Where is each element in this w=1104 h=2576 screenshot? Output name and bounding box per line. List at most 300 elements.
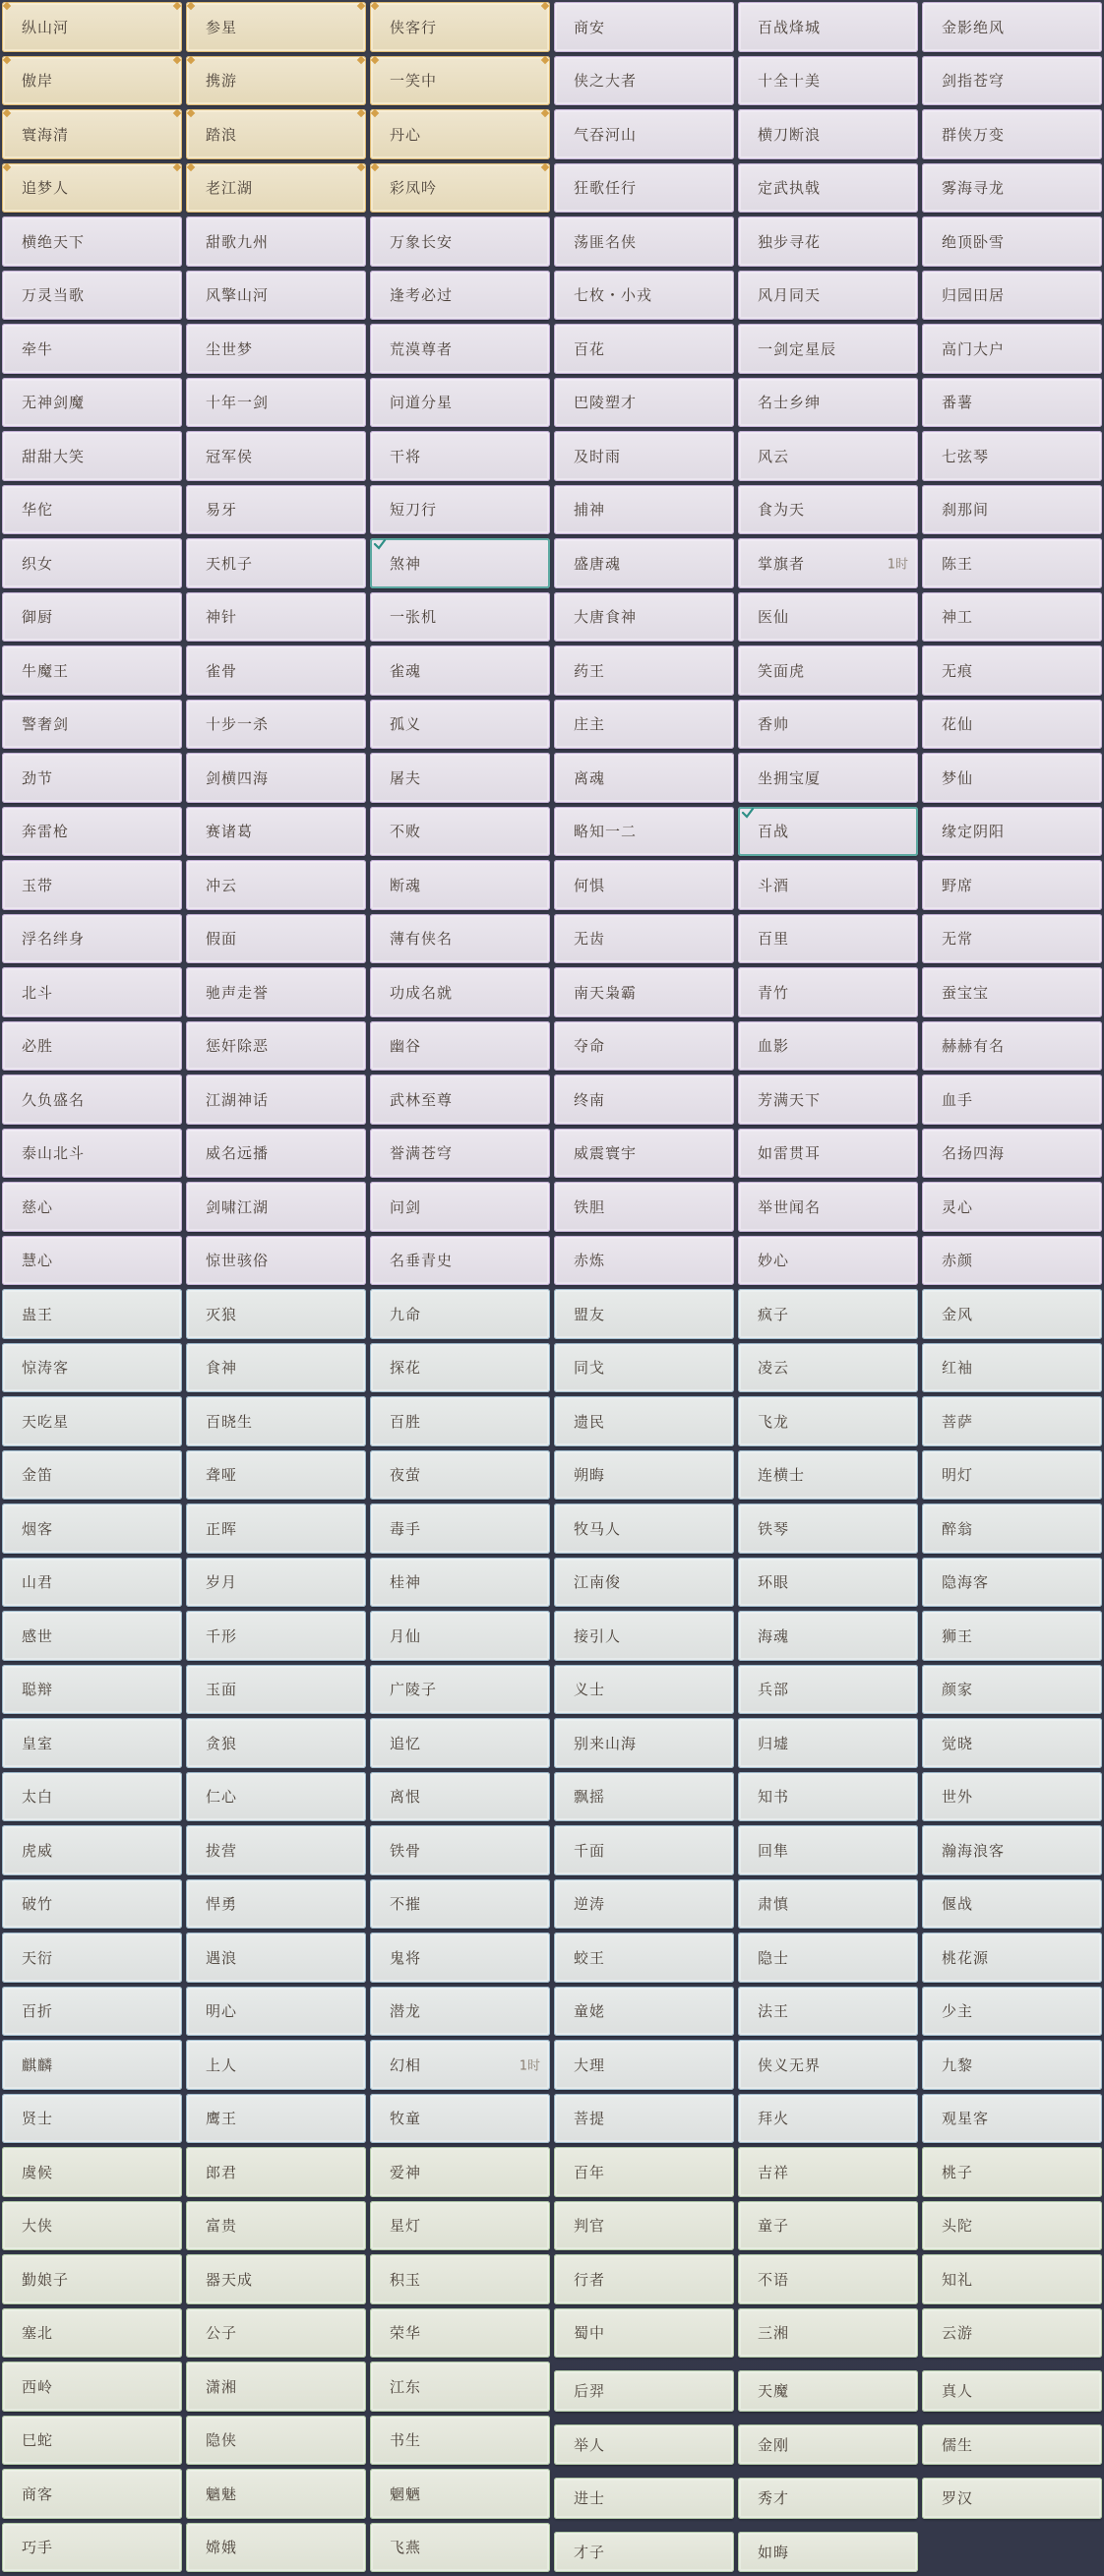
title-tile[interactable] [186,1879,366,1930]
title-tile[interactable] [370,1932,550,1983]
title-tile[interactable] [186,163,366,214]
title-tile[interactable] [738,2532,918,2572]
title-tile[interactable] [554,1558,734,1608]
title-tile[interactable] [186,1074,366,1125]
title-tile[interactable] [370,2523,550,2573]
title-tile[interactable] [922,163,1102,214]
title-tile[interactable] [922,1289,1102,1339]
title-tile[interactable] [554,592,734,643]
title-tile[interactable] [738,1665,918,1715]
title-tile[interactable] [186,1503,366,1554]
title-label: 法王 [758,2002,790,2021]
title-tile[interactable] [738,807,918,857]
title-tile[interactable] [370,1450,550,1501]
title-tile[interactable] [922,967,1102,1017]
title-tile[interactable] [738,324,918,374]
title-tile[interactable] [186,2469,366,2519]
title-tile[interactable] [738,1396,918,1446]
title-tile[interactable] [922,1503,1102,1554]
title-tile[interactable] [738,163,918,214]
title-tile[interactable] [2,431,182,481]
title-tile[interactable] [554,56,734,106]
title-tile[interactable] [554,860,734,910]
title-tile[interactable] [370,914,550,964]
title-tile[interactable] [554,538,734,588]
title-tile[interactable] [554,1932,734,1983]
title-label: 烟客 [22,1519,54,1538]
title-tile[interactable] [370,1611,550,1661]
title-tile[interactable] [922,1611,1102,1661]
title-tile[interactable] [738,2370,918,2411]
title-tile[interactable] [738,1879,918,1930]
title-tile[interactable] [370,2416,550,2466]
title-tile[interactable] [922,1718,1102,1768]
title-tile[interactable] [186,1129,366,1179]
title-tile[interactable] [738,1772,918,1822]
title-tile[interactable] [186,753,366,803]
title-label: 药王 [574,661,606,680]
title-tile[interactable] [186,1772,366,1822]
title-tile[interactable] [2,2094,182,2144]
title-label: 铁骨 [390,1841,422,1860]
title-tile[interactable] [186,378,366,428]
title-tile[interactable] [186,324,366,374]
title-tile[interactable] [2,1665,182,1715]
title-tile[interactable] [738,2478,918,2518]
title-tile[interactable] [922,2040,1102,2090]
title-tile[interactable] [922,1987,1102,2037]
title-tile[interactable] [186,271,366,321]
title-tile[interactable] [554,1611,734,1661]
title-tile[interactable] [554,1665,734,1715]
title-tile[interactable] [922,538,1102,588]
title-tile[interactable] [2,2416,182,2466]
title-tile[interactable] [2,485,182,535]
title-tile[interactable] [738,645,918,696]
title-tile[interactable] [922,1665,1102,1715]
title-tile[interactable] [2,216,182,267]
title-tile[interactable] [922,2308,1102,2359]
title-tile[interactable] [738,378,918,428]
title-tile[interactable] [186,914,366,964]
title-tile[interactable] [2,914,182,964]
title-tile[interactable] [554,2308,734,2359]
title-tile[interactable] [554,2532,734,2572]
title-tile[interactable] [186,2416,366,2466]
title-tile[interactable] [186,1987,366,2037]
title-tile[interactable] [738,2,918,52]
title-tile[interactable] [738,216,918,267]
title-tile[interactable] [186,1665,366,1715]
title-tile[interactable] [738,2308,918,2359]
title-tile[interactable] [2,645,182,696]
title-tile[interactable] [738,1987,918,2037]
title-tile[interactable] [370,163,550,214]
title-tile[interactable] [922,109,1102,159]
title-tile[interactable] [922,1129,1102,1179]
title-tile[interactable] [922,1343,1102,1393]
title-tile[interactable] [554,753,734,803]
title-tile[interactable] [186,1289,366,1339]
title-tile[interactable] [2,1343,182,1393]
corner-ornament-icon [3,109,11,117]
title-tile[interactable] [554,2370,734,2411]
title-tile[interactable] [370,56,550,106]
title-tile[interactable] [738,860,918,910]
title-tile[interactable] [2,1503,182,1554]
title-label: 不败 [390,823,422,841]
title-tile[interactable] [922,324,1102,374]
title-tile[interactable] [186,109,366,159]
title-tile[interactable] [370,324,550,374]
title-tile[interactable] [738,1503,918,1554]
title-tile[interactable] [2,1396,182,1446]
title-tile[interactable] [186,485,366,535]
title-tile[interactable] [554,1503,734,1554]
title-tile[interactable] [2,1825,182,1875]
title-tile[interactable] [2,538,182,588]
title-tile[interactable] [370,538,550,588]
title-tile[interactable] [738,56,918,106]
title-tile[interactable] [738,1825,918,1875]
title-tile[interactable] [2,56,182,106]
title-tile[interactable] [738,1450,918,1501]
title-tile[interactable] [922,2094,1102,2144]
title-tile[interactable] [922,807,1102,857]
title-tile[interactable] [922,1182,1102,1232]
title-tile[interactable] [738,1074,918,1125]
title-tile[interactable] [186,1396,366,1446]
title-tile[interactable] [554,2254,734,2304]
title-tile[interactable] [370,1396,550,1446]
title-tile[interactable] [2,592,182,643]
title-tile[interactable] [554,807,734,857]
title-tile[interactable] [554,1450,734,1501]
title-tile[interactable] [922,1450,1102,1501]
title-tile[interactable] [370,1718,550,1768]
title-tile[interactable] [2,1879,182,1930]
title-tile[interactable] [186,2254,366,2304]
title-tile[interactable] [2,860,182,910]
title-tile[interactable] [922,2201,1102,2251]
title-tile[interactable] [922,753,1102,803]
title-tile[interactable] [370,1772,550,1822]
title-tile[interactable] [2,753,182,803]
title-tile[interactable] [186,1236,366,1286]
title-tile[interactable] [554,2201,734,2251]
title-tile[interactable] [370,1987,550,2037]
title-tile[interactable] [186,2361,366,2412]
title-tile[interactable] [922,1074,1102,1125]
title-tile[interactable] [554,914,734,964]
title-tile[interactable] [922,860,1102,910]
title-tile[interactable] [370,2201,550,2251]
title-label: 问剑 [390,1197,422,1216]
title-tile[interactable] [186,2040,366,2090]
title-tile[interactable] [554,645,734,696]
title-tile[interactable] [370,2469,550,2519]
title-tile[interactable] [738,2254,918,2304]
title-tile[interactable] [370,807,550,857]
title-label: 潜龙 [390,2002,422,2021]
title-tile[interactable] [370,1825,550,1875]
title-label: 上人 [206,2055,238,2074]
title-tile[interactable] [2,2201,182,2251]
title-tile[interactable] [554,1772,734,1822]
title-tile[interactable] [554,2424,734,2465]
title-tile[interactable] [370,753,550,803]
title-tile[interactable] [2,2523,182,2573]
title-tile[interactable] [370,645,550,696]
title-tile[interactable] [554,967,734,1017]
title-tile[interactable] [2,109,182,159]
title-tile[interactable] [2,700,182,750]
title-tile[interactable] [922,1772,1102,1822]
title-tile[interactable] [554,1879,734,1930]
title-tile[interactable] [922,431,1102,481]
title-tile[interactable] [554,431,734,481]
title-tile[interactable] [738,753,918,803]
title-tile[interactable] [2,1718,182,1768]
title-tile[interactable] [186,2094,366,2144]
title-tile[interactable] [370,967,550,1017]
title-tile[interactable] [2,1021,182,1072]
title-tile[interactable] [554,2,734,52]
title-tile[interactable] [554,109,734,159]
title-tile[interactable] [2,1450,182,1501]
title-label: 一笑中 [390,72,438,91]
title-tile[interactable] [186,1021,366,1072]
title-tile[interactable] [554,1396,734,1446]
title-tile[interactable] [186,1825,366,1875]
title-tile[interactable] [2,1987,182,2037]
title-tile[interactable] [922,914,1102,964]
title-tile[interactable] [738,1718,918,1768]
title-tile[interactable] [922,700,1102,750]
title-tile[interactable] [922,1879,1102,1930]
title-tile[interactable] [2,807,182,857]
title-tile[interactable] [2,324,182,374]
title-tile[interactable] [922,2254,1102,2304]
title-tile[interactable] [922,485,1102,535]
title-tile[interactable] [922,2478,1102,2518]
title-tile[interactable] [186,1558,366,1608]
title-tile[interactable] [186,431,366,481]
title-tile[interactable] [2,271,182,321]
title-tile[interactable] [554,324,734,374]
title-tile[interactable] [738,1611,918,1661]
title-tile[interactable] [370,700,550,750]
title-tile[interactable] [738,1129,918,1179]
title-tile[interactable] [554,271,734,321]
title-tile[interactable] [2,163,182,214]
title-tile[interactable] [738,2424,918,2465]
title-tile[interactable] [370,2094,550,2144]
title-tile[interactable] [738,1343,918,1393]
title-tile[interactable] [2,2308,182,2359]
title-tile[interactable] [186,56,366,106]
title-tile[interactable] [922,271,1102,321]
title-tile[interactable] [370,2,550,52]
title-tile[interactable] [922,1558,1102,1608]
title-tile[interactable] [2,2469,182,2519]
title-tile[interactable] [186,1932,366,1983]
title-tile[interactable] [370,1074,550,1125]
title-tile[interactable] [186,860,366,910]
title-tile[interactable] [186,2,366,52]
title-tile[interactable] [370,2361,550,2412]
title-tile[interactable] [922,1236,1102,1286]
title-tile[interactable] [554,2040,734,2090]
title-tile[interactable] [186,2201,366,2251]
title-tile[interactable] [738,2147,918,2197]
title-tile[interactable] [2,1932,182,1983]
title-tile[interactable] [554,1182,734,1232]
title-tile[interactable] [554,2478,734,2518]
title-tile[interactable] [554,1289,734,1339]
title-tile[interactable] [370,2147,550,2197]
title-tile[interactable] [370,1289,550,1339]
title-tile[interactable] [922,1932,1102,1983]
title-tile[interactable] [370,216,550,267]
title-tile[interactable] [186,700,366,750]
title-tile[interactable] [738,2201,918,2251]
title-tile[interactable] [922,2424,1102,2465]
title-tile[interactable] [554,163,734,214]
title-tile[interactable] [370,1182,550,1232]
title-tile[interactable] [554,1129,734,1179]
title-label: 劲节 [22,768,54,787]
title-tile[interactable] [738,592,918,643]
title-tile[interactable] [186,1343,366,1393]
title-tile[interactable] [370,2040,550,2090]
title-tile[interactable] [370,1503,550,1554]
title-tile[interactable] [554,1021,734,1072]
title-tile[interactable] [370,1665,550,1715]
title-tile[interactable] [370,1343,550,1393]
title-tile[interactable] [186,2308,366,2359]
title-tile[interactable] [2,967,182,1017]
title-tile[interactable] [2,1558,182,1608]
title-tile[interactable] [922,378,1102,428]
title-tile[interactable] [554,1987,734,2037]
title-tile[interactable] [2,2147,182,2197]
title-tile[interactable] [370,431,550,481]
title-tile[interactable] [370,1558,550,1608]
title-tile[interactable] [554,1074,734,1125]
title-tile[interactable] [186,216,366,267]
title-tile[interactable] [370,592,550,643]
title-tile[interactable] [370,485,550,535]
title-tile[interactable] [370,2308,550,2359]
title-tile[interactable] [2,1074,182,1125]
title-tile[interactable] [738,1236,918,1286]
title-tile[interactable] [738,2094,918,2144]
title-tile[interactable] [370,378,550,428]
title-tile[interactable] [554,1718,734,1768]
title-tile[interactable] [186,1718,366,1768]
title-tile[interactable] [738,1021,918,1072]
title-tile[interactable] [2,2040,182,2090]
title-tile[interactable] [186,807,366,857]
title-tile[interactable] [922,2,1102,52]
title-tile[interactable] [2,1611,182,1661]
title-tile[interactable] [370,860,550,910]
title-tile[interactable] [922,216,1102,267]
title-tile[interactable] [738,2040,918,2090]
title-tile[interactable] [2,378,182,428]
title-tile[interactable] [370,109,550,159]
title-tile[interactable] [2,1182,182,1232]
title-tile[interactable] [370,1236,550,1286]
title-tile[interactable] [922,1825,1102,1875]
title-tile[interactable] [2,1772,182,1822]
title-tile[interactable] [922,1396,1102,1446]
title-tile[interactable] [186,2147,366,2197]
title-tile[interactable] [922,645,1102,696]
title-tile[interactable] [738,967,918,1017]
title-tile[interactable] [738,1932,918,1983]
title-tile[interactable] [738,1289,918,1339]
title-tile[interactable] [738,109,918,159]
title-tile[interactable] [554,1236,734,1286]
title-tile[interactable] [554,1825,734,1875]
title-tile[interactable] [2,2361,182,2412]
title-tile[interactable] [738,914,918,964]
title-tile[interactable] [554,2094,734,2144]
title-tile[interactable] [370,1879,550,1930]
title-label: 不摧 [390,1895,422,1914]
title-tile[interactable] [738,538,918,588]
title-tile[interactable] [186,1450,366,1501]
title-tile[interactable] [738,485,918,535]
title-tile[interactable] [738,271,918,321]
title-label: 天魔 [758,2382,790,2401]
title-tile[interactable] [922,1021,1102,1072]
title-tile[interactable] [186,1611,366,1661]
title-tile[interactable] [186,592,366,643]
title-tile[interactable] [554,378,734,428]
title-tile[interactable] [2,2254,182,2304]
title-tile[interactable] [738,1182,918,1232]
title-tile[interactable] [922,56,1102,106]
title-tile[interactable] [554,2147,734,2197]
title-tile[interactable] [554,485,734,535]
title-tile[interactable] [186,967,366,1017]
title-tile[interactable] [554,216,734,267]
title-tile[interactable] [2,1289,182,1339]
title-tile[interactable] [186,538,366,588]
title-tile[interactable] [370,1021,550,1072]
title-tile[interactable] [922,592,1102,643]
title-tile[interactable] [186,2523,366,2573]
title-tile[interactable] [186,1182,366,1232]
title-tile[interactable] [738,1558,918,1608]
title-tile[interactable] [2,1129,182,1179]
title-tile[interactable] [922,2147,1102,2197]
title-tile[interactable] [370,1129,550,1179]
title-tile[interactable] [2,2,182,52]
title-tile[interactable] [554,700,734,750]
title-tile[interactable] [2,1236,182,1286]
title-tile[interactable] [738,431,918,481]
title-tile[interactable] [554,1343,734,1393]
title-tile[interactable] [370,271,550,321]
title-tile[interactable] [738,700,918,750]
title-tile[interactable] [186,645,366,696]
title-tile[interactable] [370,2254,550,2304]
title-tile[interactable] [922,2370,1102,2411]
